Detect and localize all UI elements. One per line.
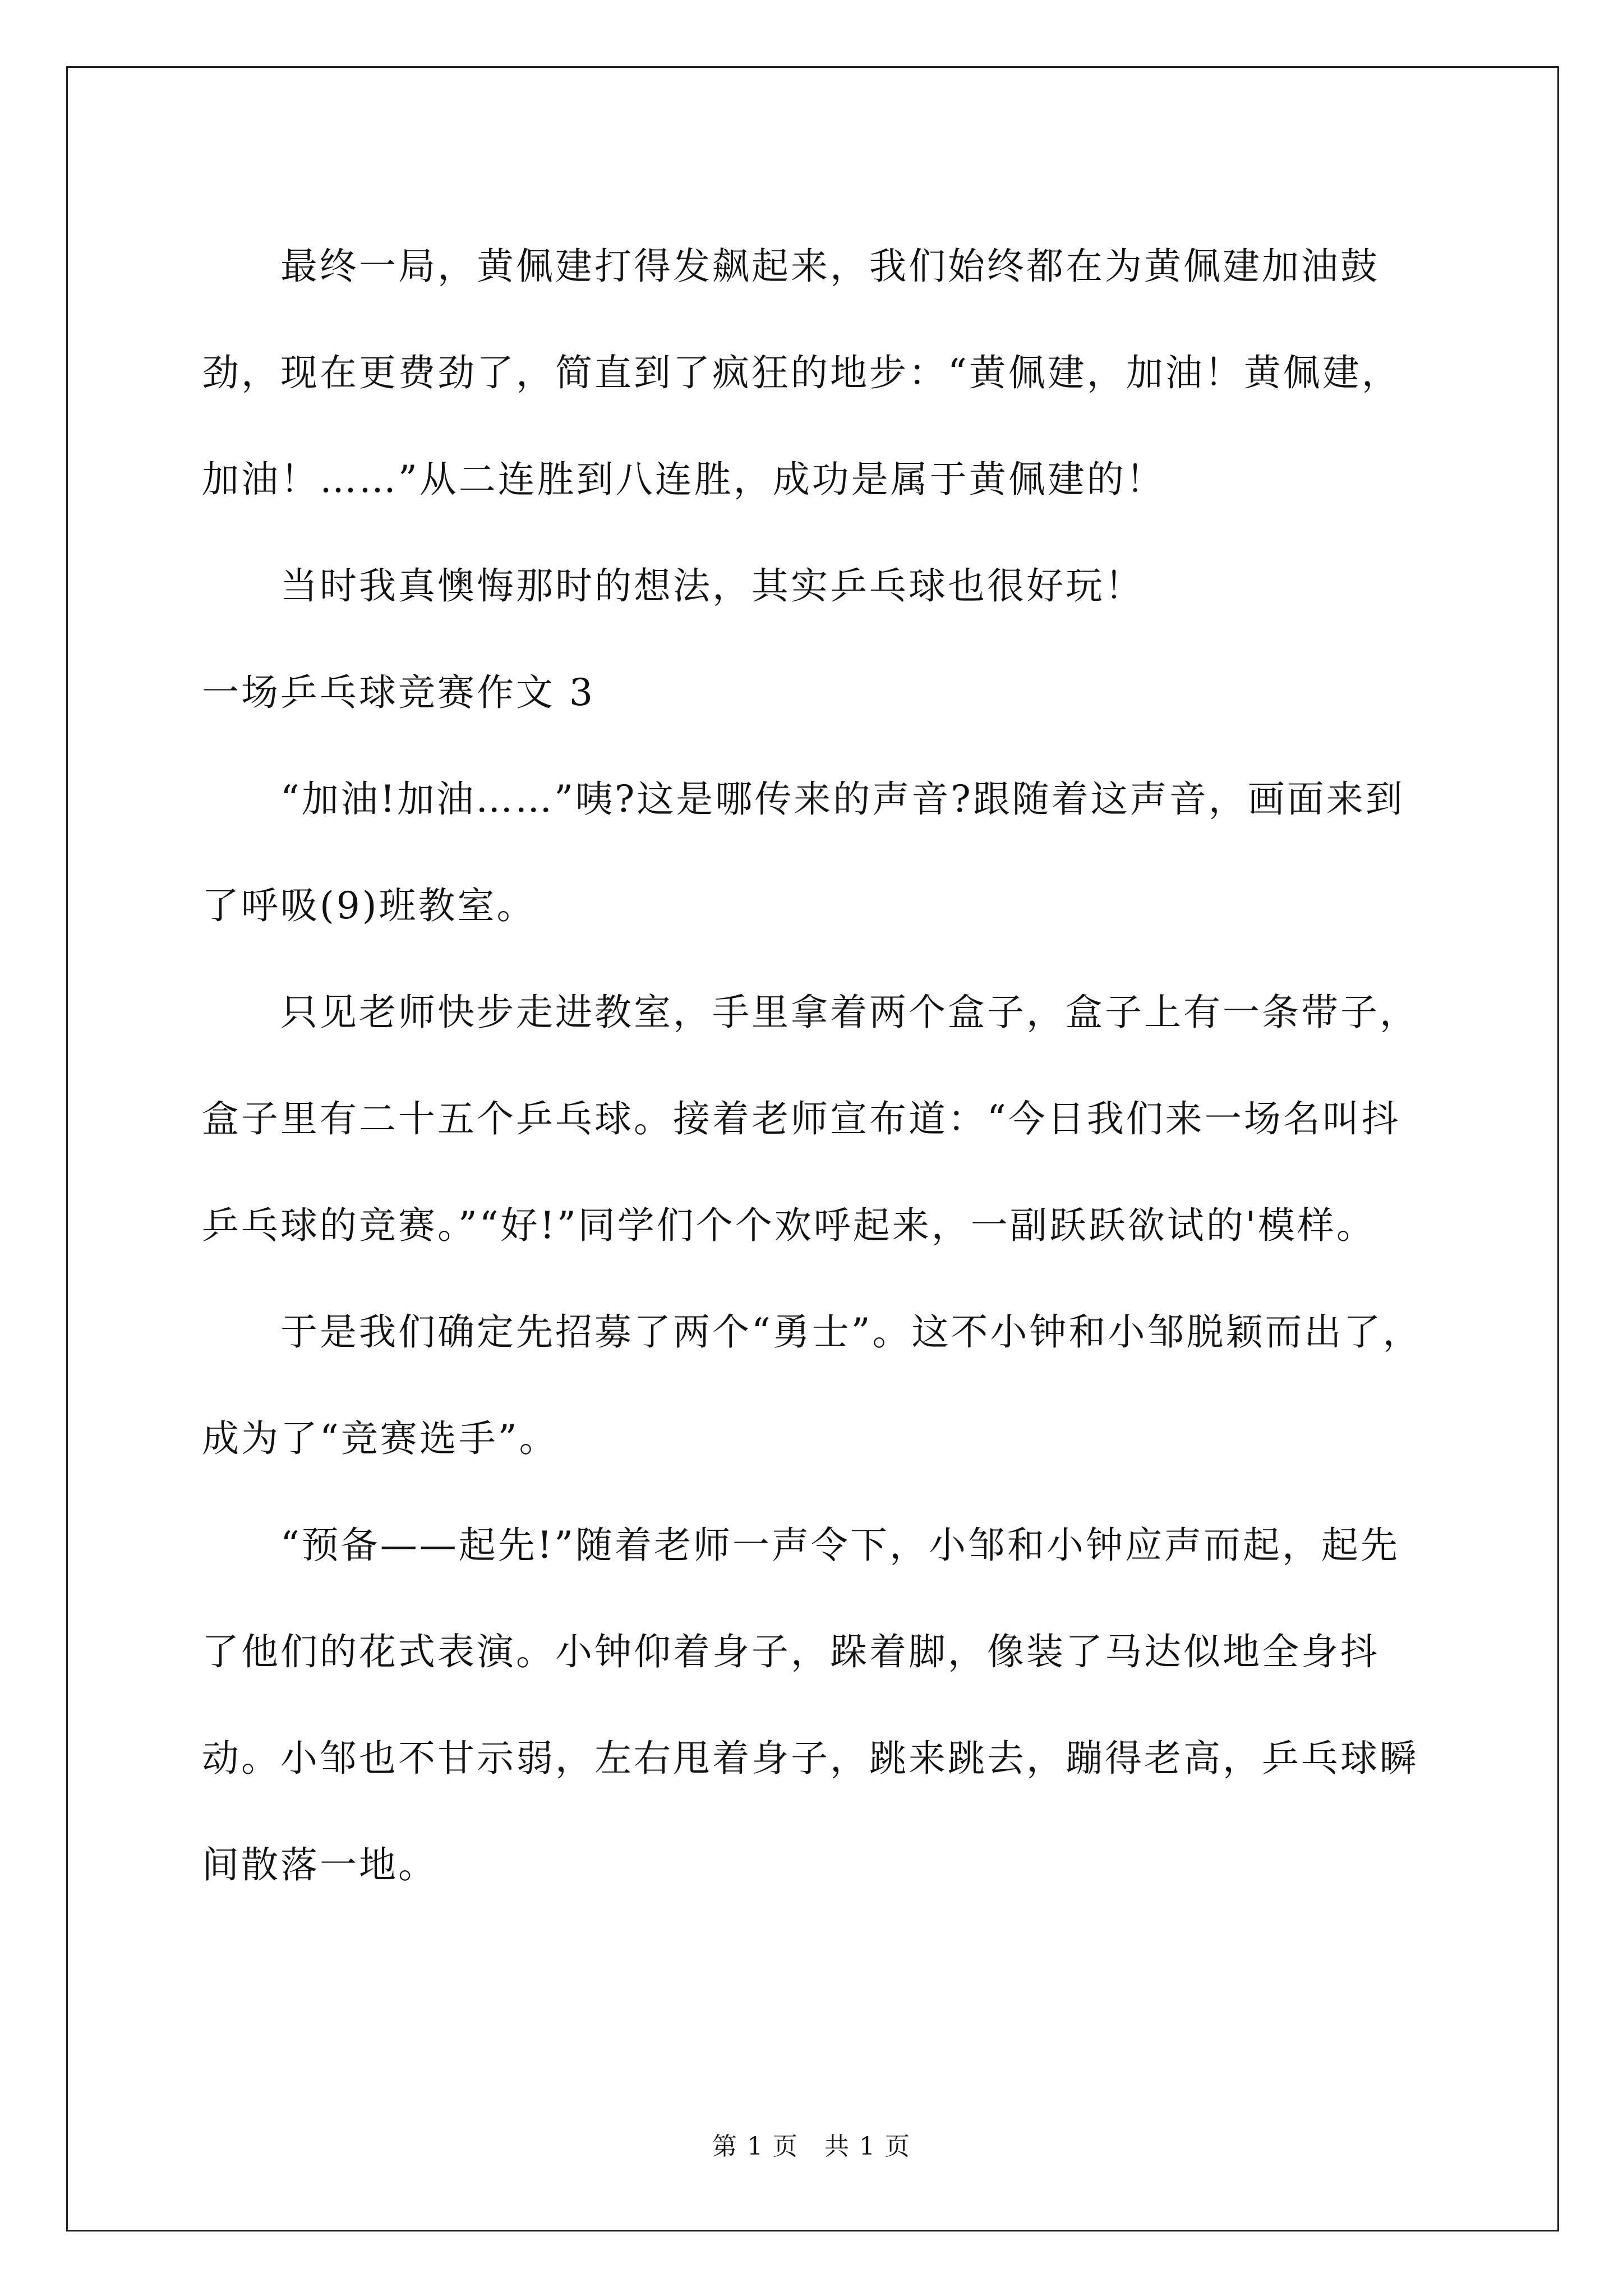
page-total: 共 1 页 — [824, 2132, 911, 2161]
paragraph-1: 最终一局，黄佩建打得发飙起来，我们始终都在为黄佩建加油鼓劲，现在更费劲了，简直到了疯狂的地步：“黄佩建，加油！黄佩建，加油！……”从二连胜到八连胜，成功是属于黄佩建的！ — [202, 245, 1401, 501]
paragraph-2: 当时我真懊悔那时的想法，其实乒乓球也很好玩！ — [280, 564, 1144, 608]
page-footer — [0, 2126, 1623, 2162]
document-body — [202, 213, 1430, 1918]
paragraph-3: “加油!加油……”咦?这是哪传来的声音?跟随着这声音，画面来到了呼吸(9)班教室。 — [202, 777, 1405, 927]
paragraph-5: 于是我们确定先招募了两个“勇士”。这不小钟和小邹脱颖而出了，成为了“竞赛选手”。 — [202, 1310, 1422, 1460]
paragraph-6: “预备——起先!”随着老师一声令下，小邹和小钟应声而起，起先了他们的花式表演。小钟仰着身子，跺着脚，像装了马达似地全身抖动。小邹也不甘示弱，左右甩着身子，跳来跳去，蹦得老高，乒乓球瞬间散落一地。 — [202, 1524, 1419, 1887]
paragraph-4: 只见老师快步走进教室，手里拿着两个盒子，盒子上有一条带子，盒子里有二十五个乒乓球。接着老师宣布道：“今日我们来一场名叫抖乒乓球的竞赛。”“好!”同学们个个欢呼起来，一副跃跃欲试的'模样。 — [202, 991, 1419, 1247]
page-number: 第 1 页 — [712, 2132, 799, 2161]
section-heading: 一场乒乓球竞赛作文 3 — [202, 671, 595, 714]
